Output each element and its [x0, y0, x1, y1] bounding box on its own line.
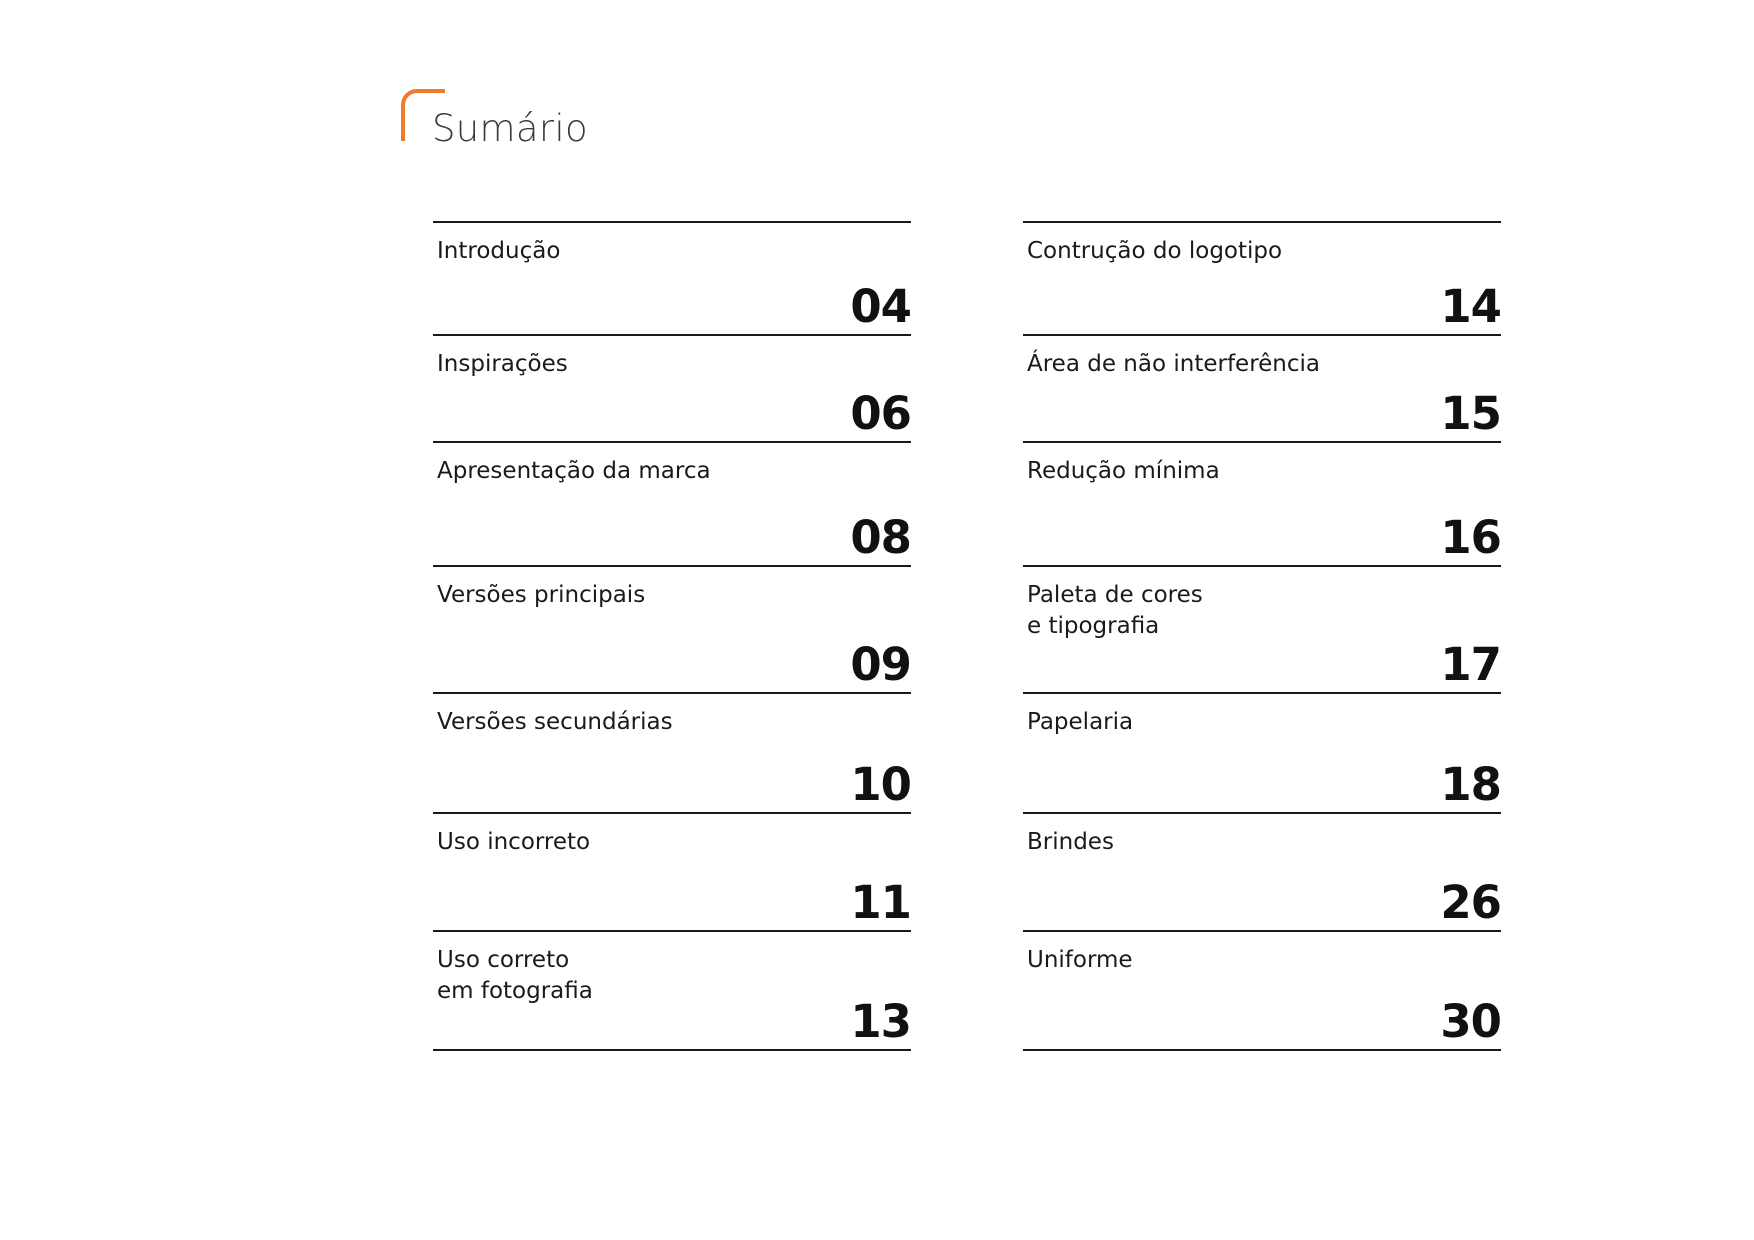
toc-entry-page-number: 14 — [1440, 280, 1501, 333]
page-header — [401, 89, 701, 159]
toc-entry[interactable] — [433, 812, 911, 930]
toc-entry-label: Papelaria — [1027, 709, 1134, 735]
toc-entry-label: Área de não interferência — [1027, 351, 1321, 377]
toc-entry[interactable] — [1023, 441, 1501, 565]
toc-entry-page-number: 11 — [850, 876, 911, 929]
toc-entry-label: Uniforme — [1027, 947, 1133, 973]
toc-entry-label: Uso correto em fotografia — [437, 947, 593, 1004]
toc-entry-label: Brindes — [1027, 829, 1114, 855]
toc-entry-page-number: 08 — [850, 511, 911, 564]
toc-entry-page-number: 06 — [850, 387, 911, 440]
toc-entry[interactable] — [1023, 812, 1501, 930]
toc-entry[interactable] — [433, 221, 911, 334]
toc-entry-page-number: 30 — [1440, 995, 1501, 1048]
toc-entry-label: Redução mínima — [1027, 458, 1220, 484]
toc-entry[interactable] — [433, 334, 911, 441]
toc-entry[interactable] — [1023, 930, 1501, 1051]
toc-entry[interactable] — [433, 565, 911, 692]
toc-entry-label: Apresentação da marca — [437, 458, 711, 484]
toc-entry-label: Versões secundárias — [437, 709, 673, 735]
toc-entry-page-number: 26 — [1440, 876, 1501, 929]
toc-entry[interactable] — [1023, 334, 1501, 441]
toc-entry[interactable] — [1023, 565, 1501, 692]
toc-column-right — [1023, 221, 1501, 1051]
toc-entry-page-number: 09 — [850, 638, 911, 691]
toc-entry-label: Paleta de cores e tipografia — [1027, 582, 1203, 639]
toc-entry-page-number: 10 — [850, 758, 911, 811]
toc-entry-label: Introdução — [437, 238, 561, 264]
toc-entry-page-number: 17 — [1440, 638, 1501, 691]
toc-entry[interactable] — [433, 441, 911, 565]
toc-entry-page-number: 18 — [1440, 758, 1501, 811]
toc-column-left — [433, 221, 911, 1051]
toc-entry-label: Uso incorreto — [437, 829, 591, 855]
toc-entry-label: Inspirações — [437, 351, 568, 377]
toc-entry-label: Contrução do logotipo — [1027, 238, 1283, 264]
page-title: Sumário — [432, 107, 588, 150]
toc-entry-label: Versões principais — [437, 582, 646, 608]
toc-entry[interactable] — [433, 930, 911, 1051]
toc-entry-page-number: 15 — [1440, 387, 1501, 440]
toc-entry-page-number: 13 — [850, 995, 911, 1048]
toc-entry[interactable] — [1023, 692, 1501, 812]
toc-entry-page-number: 16 — [1440, 511, 1501, 564]
toc-entry-page-number: 04 — [850, 280, 911, 333]
toc-entry[interactable] — [1023, 221, 1501, 334]
toc-entry[interactable] — [433, 692, 911, 812]
